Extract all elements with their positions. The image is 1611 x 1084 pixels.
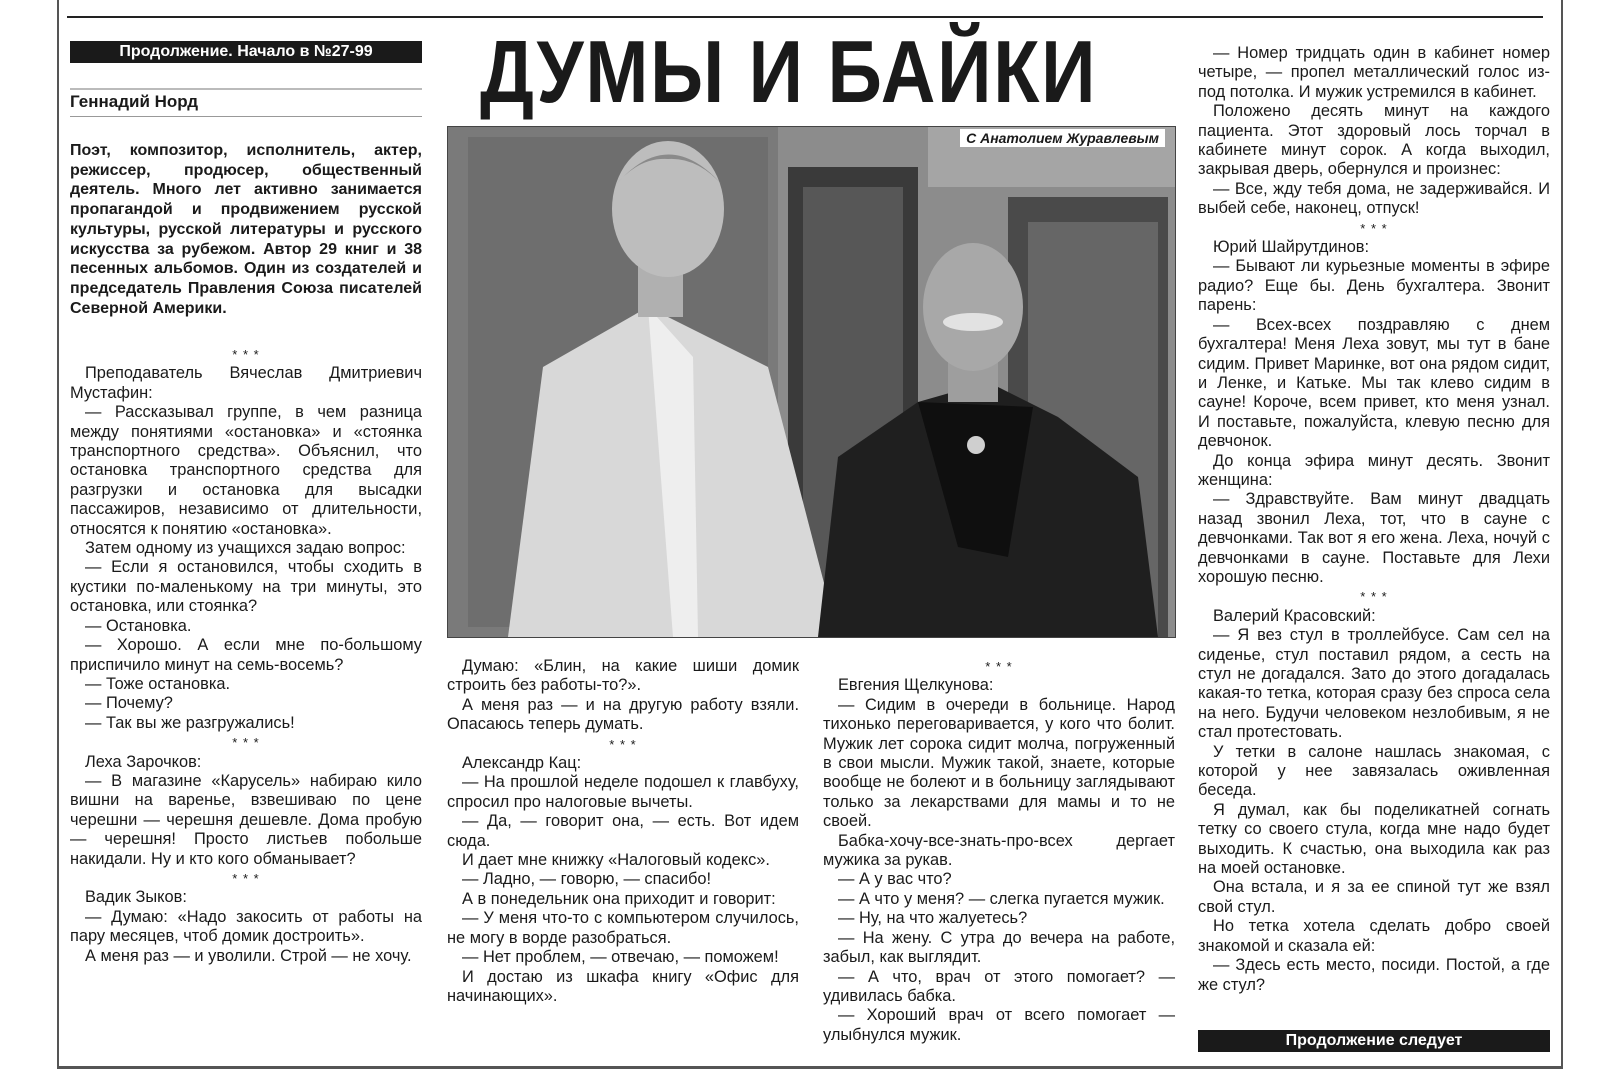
paragraph: Валерий Красовский: <box>1213 606 1376 625</box>
paragraph: — Здравствуйте. Вам минут двадцать назад звонил Леха, тот, что в сауне с девчонками. Так вот я его жена. Леха, ночуй с девчонками в сауне. Поставьте для Лехи хорошую песню. <box>1198 490 1550 586</box>
author-byline: Геннадий Норд <box>70 92 199 111</box>
paragraph: — Тоже остановка. <box>85 674 231 693</box>
byline-rule-top <box>70 88 422 90</box>
paragraph: Вадик Зыков: <box>85 888 187 907</box>
separator: * * * <box>232 347 260 362</box>
paragraph: — Ну, на что жалуетесь? <box>838 909 1028 928</box>
column-3 <box>823 657 1175 1045</box>
paragraph: — Нет проблем, — отвечаю, — поможем! <box>462 948 779 967</box>
paragraph: А в понедельник она приходит и говорит: <box>462 889 776 908</box>
paragraph: — Рассказывал группе, в чем разница между понятиями «остановка» и «стоянка транспортного средства». Объяснил, что остановка транспортного средства для разгрузки и остановка для высадки пассажиров, независимо от длительности, относятся к понятию «остановка». <box>70 403 422 538</box>
paragraph: — На жену. С утра до вечера на работе, забыл, как выглядит. <box>823 928 1175 967</box>
paragraph: — Если я остановился, чтобы сходить в кустики по-маленькому на три минуты, это остановка, или стоянка? <box>70 558 422 616</box>
paragraph: — А что, врач от этого помогает? — удивилась бабка. <box>823 967 1175 1005</box>
separator: * * * <box>232 870 260 886</box>
paragraph: И достаю из шкафа книгу «Офис для начинающих». <box>447 967 799 1005</box>
paragraph: А меня раз — и на другую работу взяли. Опасаюсь теперь думать. <box>447 695 799 734</box>
paragraph: — Да, — говорит она, — есть. Вот идем сюда. <box>447 812 799 850</box>
continued-footer-bar: Продолжение следует <box>1198 1030 1550 1052</box>
column-2 <box>447 657 799 1006</box>
byline-rule-bottom <box>70 116 422 117</box>
paragraph: — Всех-всех поздравляю с днем бухгалтера! Меня Леха зовут, мы тут в бане сидим. Привет Маринке, вот она рядом сидит, и Ленке, и Катьке. Мы так клево сидим в сауне! Короче, всем привет, кто меня узнал. И поставьте, пожалуйста, клевую песню для девчонок. <box>1198 315 1550 451</box>
paragraph: — Номер тридцать один в кабинет номер четыре, — пропел металлический голос из- под потолка. И мужик устремился в кабинет. <box>1198 44 1550 101</box>
paragraph: Думаю: «Блин, на какие шиши домик строить без работы-то?». <box>447 657 799 695</box>
photo <box>447 126 1176 638</box>
paragraph: А меня раз — и уволили. Строй — не хочу. <box>85 946 412 965</box>
paragraph: — Здесь есть место, посиди. Постой, а где же стул? <box>1198 956 1550 994</box>
separator: * * * <box>1360 589 1388 605</box>
paragraph: — Остановка. <box>85 616 192 635</box>
left-border <box>57 0 59 1068</box>
paragraph: — На прошлой неделе подошел к главбуху, спросил про налоговые вычеты. <box>447 773 799 811</box>
separator: * * * <box>1360 220 1388 236</box>
separator: * * * <box>609 736 637 752</box>
photo-caption: С Анатолием Журавлевым <box>960 129 1165 147</box>
right-border <box>1561 0 1563 1068</box>
paragraph: — Бывают ли курьезные моменты в эфире радио? Еще бы. День бухгалтера. Звонит парень: <box>1198 257 1550 315</box>
paragraph: — Хороший врач от всего помогает — улыбнулся мужик. <box>823 1006 1175 1044</box>
page-title: ДУМЫ И БАЙКИ <box>480 22 1098 121</box>
paragraph: — Ладно, — говорю, — спасибо! <box>462 870 712 889</box>
paragraph: Я думал, как бы поделикатней согнать тетку со своего стула, когда мне надо будет выходить. К счастью, она выходила как раз на моей остановке. <box>1198 800 1550 878</box>
paragraph: Леха Зарочков: <box>85 752 202 771</box>
paragraph: И дает мне книжку «Налоговый кодекс». <box>462 851 770 870</box>
column-4 <box>1198 44 1550 995</box>
separator: * * * <box>985 659 1013 674</box>
lead-paragraph: Поэт, композитор, исполнитель, актер, режиссер, продюсер, общественный деятель. Много лет активно занимается пропагандой и продвижением русской культуры, русской литературы и русского искусства за рубежом. Автор 29 книг и 38 песенных альбомов. Один из создателей и председатель Правления Союза писателей Северной Америки. <box>70 142 422 317</box>
paragraph: Она встала, и я за ее спиной тут же взял свой стул. <box>1198 878 1550 916</box>
paragraph: Бабка-хочу-все-знать-про-всех дергает мужика за рукав. <box>823 831 1175 870</box>
paragraph: Юрий Шайрутдинов: <box>1213 238 1370 257</box>
paragraph: — Почему? <box>85 694 173 713</box>
paragraph: — Хорошо. А если мне по-большому приспичило минут на семь-восемь? <box>70 636 422 674</box>
separator: * * * <box>232 735 260 751</box>
top-rule <box>67 16 1543 18</box>
paragraph: Евгения Щелкунова: <box>838 676 994 695</box>
continued-from-bar: Продолжение. Начало в №27-99 <box>70 41 422 63</box>
paragraph: — У меня что-то с компьютером случилось, не могу в ворде разобраться. <box>447 909 799 947</box>
paragraph: — В магазине «Карусель» набираю кило вишни на варенье, взвешиваю по цене черешни — черешня дешевле. Дома пробую — черешня! Просто листьев побольше накидали. Ну и кто кого обманывает? <box>70 771 422 868</box>
paragraph: — Думаю: «Надо закосить от работы на пару месяцев, чтоб домик достроить». <box>70 907 422 946</box>
paragraph: Преподаватель Вячеслав Дмитриевич Мустафин: <box>70 364 422 402</box>
bottom-border <box>57 1066 1563 1069</box>
paragraph: Но тетка хотела сделать добро своей знакомой и сказала ей: <box>1198 917 1550 955</box>
paragraph: — Сидим в очереди в больнице. Народ тихонько переговаривается, у кого что болит. Мужик лет сорока сидит молча, погруженный в свои мысли. Мужик такой, знаете, которые вообще не болеют и в больницу заглядывают только за лекарствами для мамы и то не своей. <box>823 695 1175 831</box>
paragraph: Александр Кац: <box>462 754 582 773</box>
photo-image <box>448 127 1175 637</box>
paragraph: — Я вез стул в троллейбусе. Сам сел на сиденье, стул поставил рядом, а сесть на стул не догадался. Зато до этого догадалась какая-то тетка, которая сразу без спроса села на него. Будучи человеком незлобивым, я не стал протестовать. <box>1198 626 1550 742</box>
paragraph: Положено десять минут на каждого пациента. Этот здоровый лось торчал в кабинете минут сорок. А когда выходил, закрывая дверь, обернулся и произнес: <box>1198 102 1550 179</box>
paragraph: Затем одному из учащихся задаю вопрос: <box>85 539 406 558</box>
paragraph: — Все, жду тебя дома, не задерживайся. И выбей себе, наконец, отпуск! <box>1198 179 1550 218</box>
paragraph: — А что у меня? — слегка пугается мужик. <box>838 889 1165 908</box>
paragraph: — А у вас что? <box>838 870 952 889</box>
paragraph: У тетки в салоне нашлась знакомая, с которой у нее завязалась оживленная беседа. <box>1198 742 1550 800</box>
paragraph: — Так вы же разгружались! <box>85 713 295 732</box>
paragraph: До конца эфира минут десять. Звонит женщина: <box>1198 451 1550 489</box>
column-1 <box>70 345 422 966</box>
